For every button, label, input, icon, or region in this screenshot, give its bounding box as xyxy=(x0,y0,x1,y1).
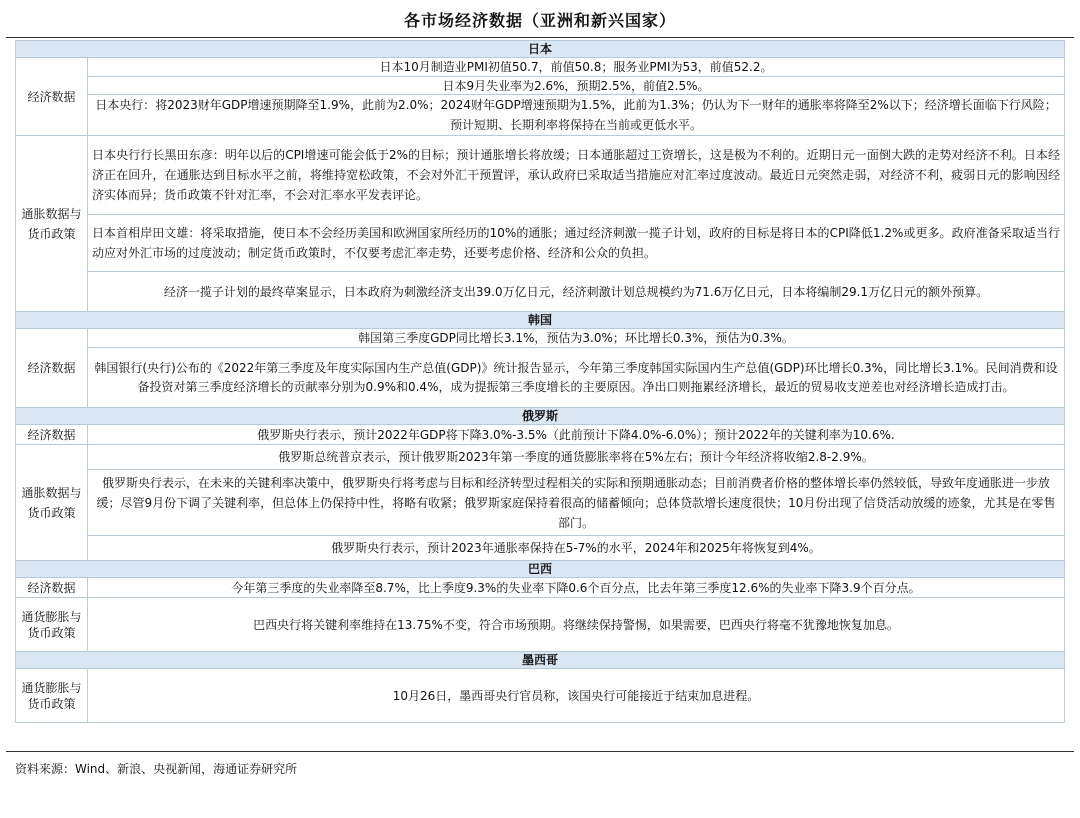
section-header-brazil xyxy=(16,561,1065,578)
cell-japan-econ-1: 日本10月制造业PMI初值50.7，前值50.8；服务业PMI为53，前值52.2。 xyxy=(88,58,1065,77)
cell-mexico-policy-1: 10月26日，墨西哥央行官员称，该国央行可能接近于结束加息进程。 xyxy=(88,669,1065,723)
table-row xyxy=(16,272,1065,312)
cell-russia-econ-1: 俄罗斯央行表示，预计2022年GDP将下降3.0%-3.5%（此前预计下降4.0%-6.0%）；预计2022年的关键利率为10.6%. xyxy=(88,425,1065,445)
table-row xyxy=(16,77,1065,95)
table-row xyxy=(16,95,1065,136)
table-row xyxy=(16,329,1065,348)
table-row xyxy=(16,136,1065,215)
table-row xyxy=(16,425,1065,445)
cell-russia-policy-2: 俄罗斯央行表示，在未来的关键利率决策中，俄罗斯央行将考虑与目标和经济转型过程相关的实际和预期通胀动态；目前消费者价格的整体增长率仍然较低，导致年度通胀进一步放缓；尽管9月份下调了关键利率，但总体上仍保持中性，将略有收紧；俄罗斯家庭保持着很高的储蓄倾向；总体贷款增长速度很快；10月份出现了信贷活动放缓的迹象，尤其是在零售部门。 xyxy=(88,470,1065,536)
row-label-russia-econ: 经济数据 xyxy=(16,425,88,445)
table-row xyxy=(16,669,1065,723)
cell-russia-policy-1: 俄罗斯总统普京表示，预计俄罗斯2023年第一季度的通货膨胀率将在5%左右；预计今年经济将收缩2.8-2.9%。 xyxy=(88,445,1065,470)
table-row xyxy=(16,470,1065,536)
section-header-russia xyxy=(16,408,1065,425)
table-row xyxy=(16,348,1065,408)
table-row xyxy=(16,58,1065,77)
cell-japan-policy-3: 经济一揽子计划的最终草案显示，日本政府为刺激经济支出39.0万亿日元，经济刺激计划总规模约为71.6万亿日元，日本将编制29.1万亿日元的额外预算。 xyxy=(88,272,1065,312)
section-title-japan: 日本 xyxy=(16,41,1065,58)
cell-japan-policy-2: 日本首相岸田文雄：将采取措施，使日本不会经历美国和欧洲国家所经历的10%的通胀；通过经济刺激一揽子计划，政府的目标是将日本的CPI降低1.2%或更多。政府准备采取适当行动应对外汇市场的过度波动；制定货币政策时，不仅要考虑汇率走势，还要考虑价格、经济和公众的负担。 xyxy=(88,215,1065,272)
cell-brazil-econ-1: 今年第三季度的失业率降至8.7%，比上季度9.3%的失业率下降0.6个百分点，比去年第三季度12.6%的失业率下降3.9个百分点。 xyxy=(88,578,1065,598)
section-title-brazil: 巴西 xyxy=(16,561,1065,578)
section-title-korea: 韩国 xyxy=(16,312,1065,329)
table-row xyxy=(16,445,1065,470)
cell-japan-econ-2: 日本9月失业率为2.6%，预期2.5%，前值2.5%。 xyxy=(88,77,1065,95)
section-title-mexico: 墨西哥 xyxy=(16,652,1065,669)
table-row xyxy=(16,215,1065,272)
row-label-russia-policy: 通胀数据与货币政策 xyxy=(16,445,88,561)
title-divider xyxy=(6,37,1074,38)
row-label-brazil-policy: 通货膨胀与货币政策 xyxy=(16,598,88,652)
section-header-japan xyxy=(16,41,1065,58)
section-title-russia: 俄罗斯 xyxy=(16,408,1065,425)
row-label-japan-policy: 通胀数据与货币政策 xyxy=(16,136,88,312)
cell-brazil-policy-1: 巴西央行将关键利率维持在13.75%不变，符合市场预期。将继续保持警惕，如果需要，巴西央行将毫不犹豫地恢复加息。 xyxy=(88,598,1065,652)
row-label-brazil-econ: 经济数据 xyxy=(16,578,88,598)
table-row xyxy=(16,536,1065,561)
cell-korea-econ-1: 韩国第三季度GDP同比增长3.1%，预估为3.0%；环比增长0.3%，预估为0.3%。 xyxy=(88,329,1065,348)
row-label-mexico-policy: 通货膨胀与货币政策 xyxy=(16,669,88,723)
cell-russia-policy-3: 俄罗斯央行表示，预计2023年通胀率保持在5-7%的水平，2024年和2025年将恢复到4%。 xyxy=(88,536,1065,561)
section-header-mexico xyxy=(16,652,1065,669)
cell-japan-policy-1: 日本央行行长黑田东彦：明年以后的CPI增速可能会低于2%的目标；预计通胀增长将放缓；日本通胀超过工资增长，这是极为不利的。近期日元一面倒大跌的走势对经济不利。日本经济正在回升，在通胀达到目标水平之前，将维持宽松政策，不会对外汇干预置评，承认政府已采取适当措施应对汇率过度波动。最近日元突然走弱，对经济不利，疲弱日元的影响因经济实体而异；货币政策不针对汇率，不会对汇率水平发表评论。 xyxy=(88,136,1065,215)
cell-japan-econ-3: 日本央行：将2023财年GDP增速预期降至1.9%，此前为2.0%；2024财年GDP增速预期为1.5%，此前为1.3%；仍认为下一财年的通胀率将降至2%以下；经济增长面临下行风险；预计短期、长期利率将保持在当前或更低水平。 xyxy=(88,95,1065,136)
table-row xyxy=(16,598,1065,652)
row-label-korea-econ: 经济数据 xyxy=(16,329,88,408)
table-row xyxy=(16,578,1065,598)
cell-korea-econ-2: 韩国银行(央行)公布的《2022年第三季度及年度实际国内生产总值(GDP)》统计报告显示，今年第三季度韩国实际国内生产总值(GDP)环比增长0.3%，同比增长3.1%。民间消费和设备投资对第三季度经济增长的贡献率分别为0.9%和0.4%，成为提振第三季度增长的主要原因。净出口则拖累经济增长，最近的贸易收支逆差也对经济增长造成打击。 xyxy=(88,348,1065,408)
section-header-korea xyxy=(16,312,1065,329)
bottom-divider xyxy=(6,751,1074,752)
row-label-japan-econ: 经济数据 xyxy=(16,58,88,136)
page-title: 各市场经济数据（亚洲和新兴国家） xyxy=(403,11,676,30)
source-note: 资料来源：Wind、新浪、央视新闻，海通证券研究所 xyxy=(15,762,298,776)
economic-data-table xyxy=(15,40,1065,723)
